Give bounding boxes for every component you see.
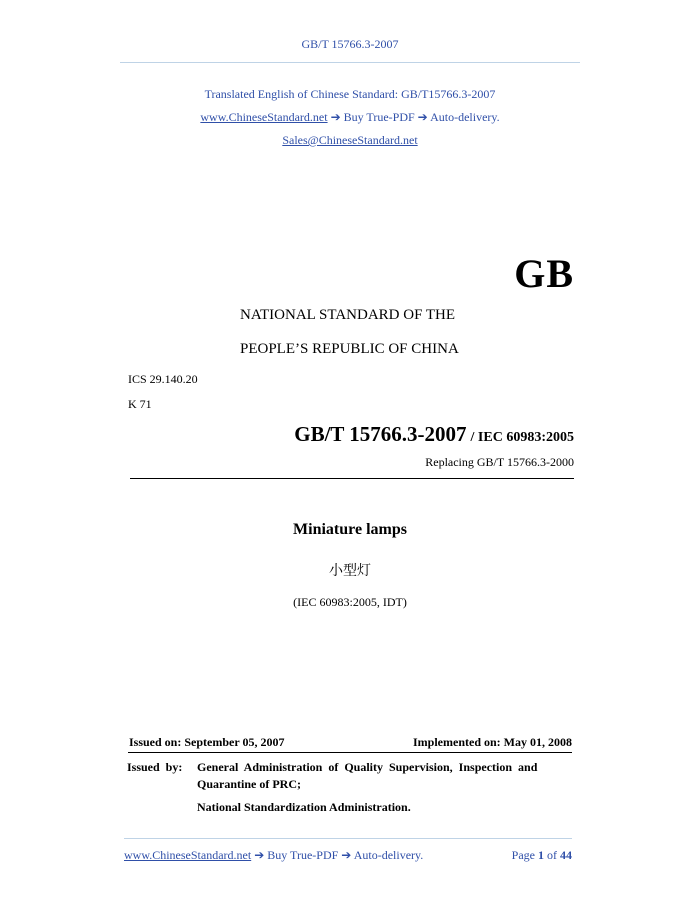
standard-number-line	[294, 422, 574, 447]
footer-site-link[interactable]: www.ChineseStandard.net	[124, 848, 252, 862]
replacing-text: Replacing GB/T 15766.3-2000	[425, 455, 574, 469]
page-label: Page	[511, 848, 535, 862]
email-link[interactable]: Sales@ChineseStandard.net	[282, 133, 418, 147]
page-indicator	[512, 848, 572, 863]
email-line	[0, 133, 700, 148]
page-total: 44	[560, 848, 572, 862]
footer-divider	[124, 838, 572, 839]
footer-auto-delivery-text: Auto-delivery.	[353, 848, 424, 862]
purchase-line	[0, 110, 700, 125]
translated-line: Translated English of Chinese Standard: GB/T15766.3-2007	[204, 87, 496, 101]
page-number: 1	[538, 848, 544, 862]
issued-by-label: Issued by:	[127, 760, 183, 774]
header-divider	[120, 62, 580, 63]
standard-number: GB/T 15766.3-2007	[294, 422, 467, 446]
buy-text: Buy True-PDF	[343, 110, 415, 124]
running-header: GB/T 15766.3-2007	[301, 37, 399, 51]
arrow-right-icon: ➔	[330, 110, 341, 124]
footer-purchase-line	[124, 848, 423, 863]
site-link[interactable]: www.ChineseStandard.net	[200, 110, 328, 124]
title-chinese: 小型灯	[329, 563, 371, 579]
issued-on: Issued on: September 05, 2007	[129, 735, 285, 749]
national-line-2: PEOPLE’S REPUBLIC OF CHINA	[240, 341, 459, 357]
issued-by-authority-3: National Standardization Administration.	[197, 800, 411, 814]
issued-by-authority-2: Quarantine of PRC;	[197, 777, 301, 791]
iec-reference: / IEC 60983:2005	[470, 430, 574, 445]
issued-by-authority-1: General Administration of Quality Supervision, Inspection and	[197, 760, 538, 774]
arrow-right-icon: ➔	[254, 848, 265, 862]
title-divider	[130, 478, 574, 479]
issue-divider	[128, 752, 572, 753]
national-line-1: NATIONAL STANDARD OF THE	[240, 307, 456, 323]
idt-reference: (IEC 60983:2005, IDT)	[293, 595, 407, 609]
auto-delivery-text: Auto-delivery.	[430, 110, 500, 124]
implemented-on: Implemented on: May 01, 2008	[413, 735, 572, 749]
arrow-right-icon: ➔	[341, 848, 352, 862]
of-label: of	[547, 848, 557, 862]
ics-code: ICS 29.140.20	[128, 372, 198, 386]
gb-mark: GB	[514, 251, 574, 296]
arrow-right-icon: ➔	[417, 110, 428, 124]
footer-buy-text: Buy True-PDF	[267, 848, 339, 862]
k-code: K 71	[128, 397, 152, 411]
title-english: Miniature lamps	[293, 521, 407, 538]
